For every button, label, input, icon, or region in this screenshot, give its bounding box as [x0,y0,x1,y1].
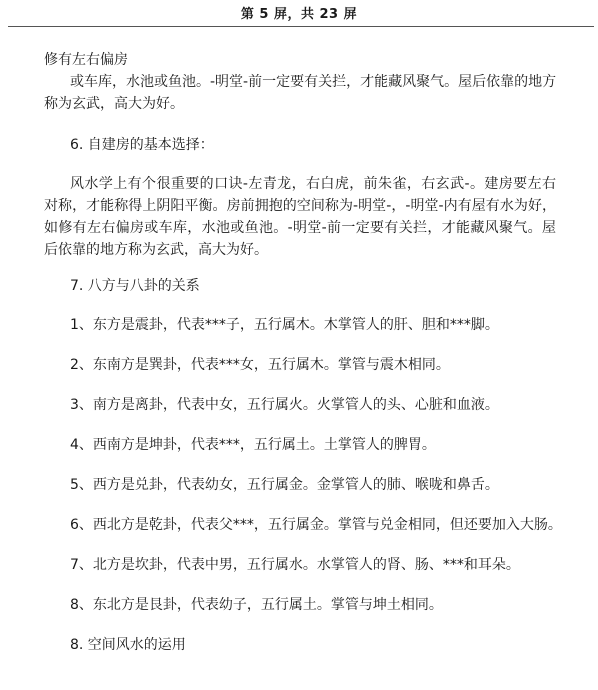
section-heading: 6. 自建房的基本选择： [70,137,214,153]
list-item: 3、南方是离卦，代表中女，五行属火。火掌管人的头、心脏和血液。 [70,397,499,413]
list-item: 6、西北方是乾卦，代表父***，五行属金。掌管与兑金相同，但还要加入大肠。 [70,517,562,533]
page-indicator: 第 5 屏，共 23 屏 [240,7,358,22]
list-item: 5、西方是兑卦，代表幼女，五行属金。金掌管人的肺、喉咙和鼻舌。 [70,477,499,493]
list-item: 7、北方是坎卦，代表中男，五行属水。水掌管人的肾、肠、***和耳朵。 [70,557,520,573]
paragraph: 风水学上有个很重要的口诀-左青龙，右白虎，前朱雀，右玄武-。建房要左右对称，才能称得上阴阳平衡。房前拥抱的空间称为-明堂-，-明堂-内有屋有水为好，如修有左右偏房或车库，水池或鱼池。-明堂-前一定要有关拦，才能藏风聚气。屋后依靠的地方称为玄武，高大为好。 [44,176,556,258]
list-item: 4、西南方是坤卦，代表***，五行属土。土掌管人的脾胃。 [70,437,436,453]
text-line: 称为玄武，高大为好。 [44,96,184,112]
section-heading: 7. 八方与八卦的关系 [70,278,200,294]
list-item: 2、东南方是巽卦，代表***女，五行属木。掌管与震木相同。 [70,357,450,373]
text-line: 或车库，水池或鱼池。-明堂-前一定要有关拦，才能藏风聚气。屋后依靠的地方 [70,74,557,90]
list-item: 8、东北方是艮卦，代表幼子，五行属土。掌管与坤土相同。 [70,597,443,613]
text-line: 修有左右偏房 [44,52,128,68]
header-divider [8,26,594,27]
section-heading: 8. 空间风水的运用 [70,637,186,653]
list-item: 1、东方是震卦，代表***子，五行属木。木掌管人的肝、胆和***脚。 [70,317,499,333]
